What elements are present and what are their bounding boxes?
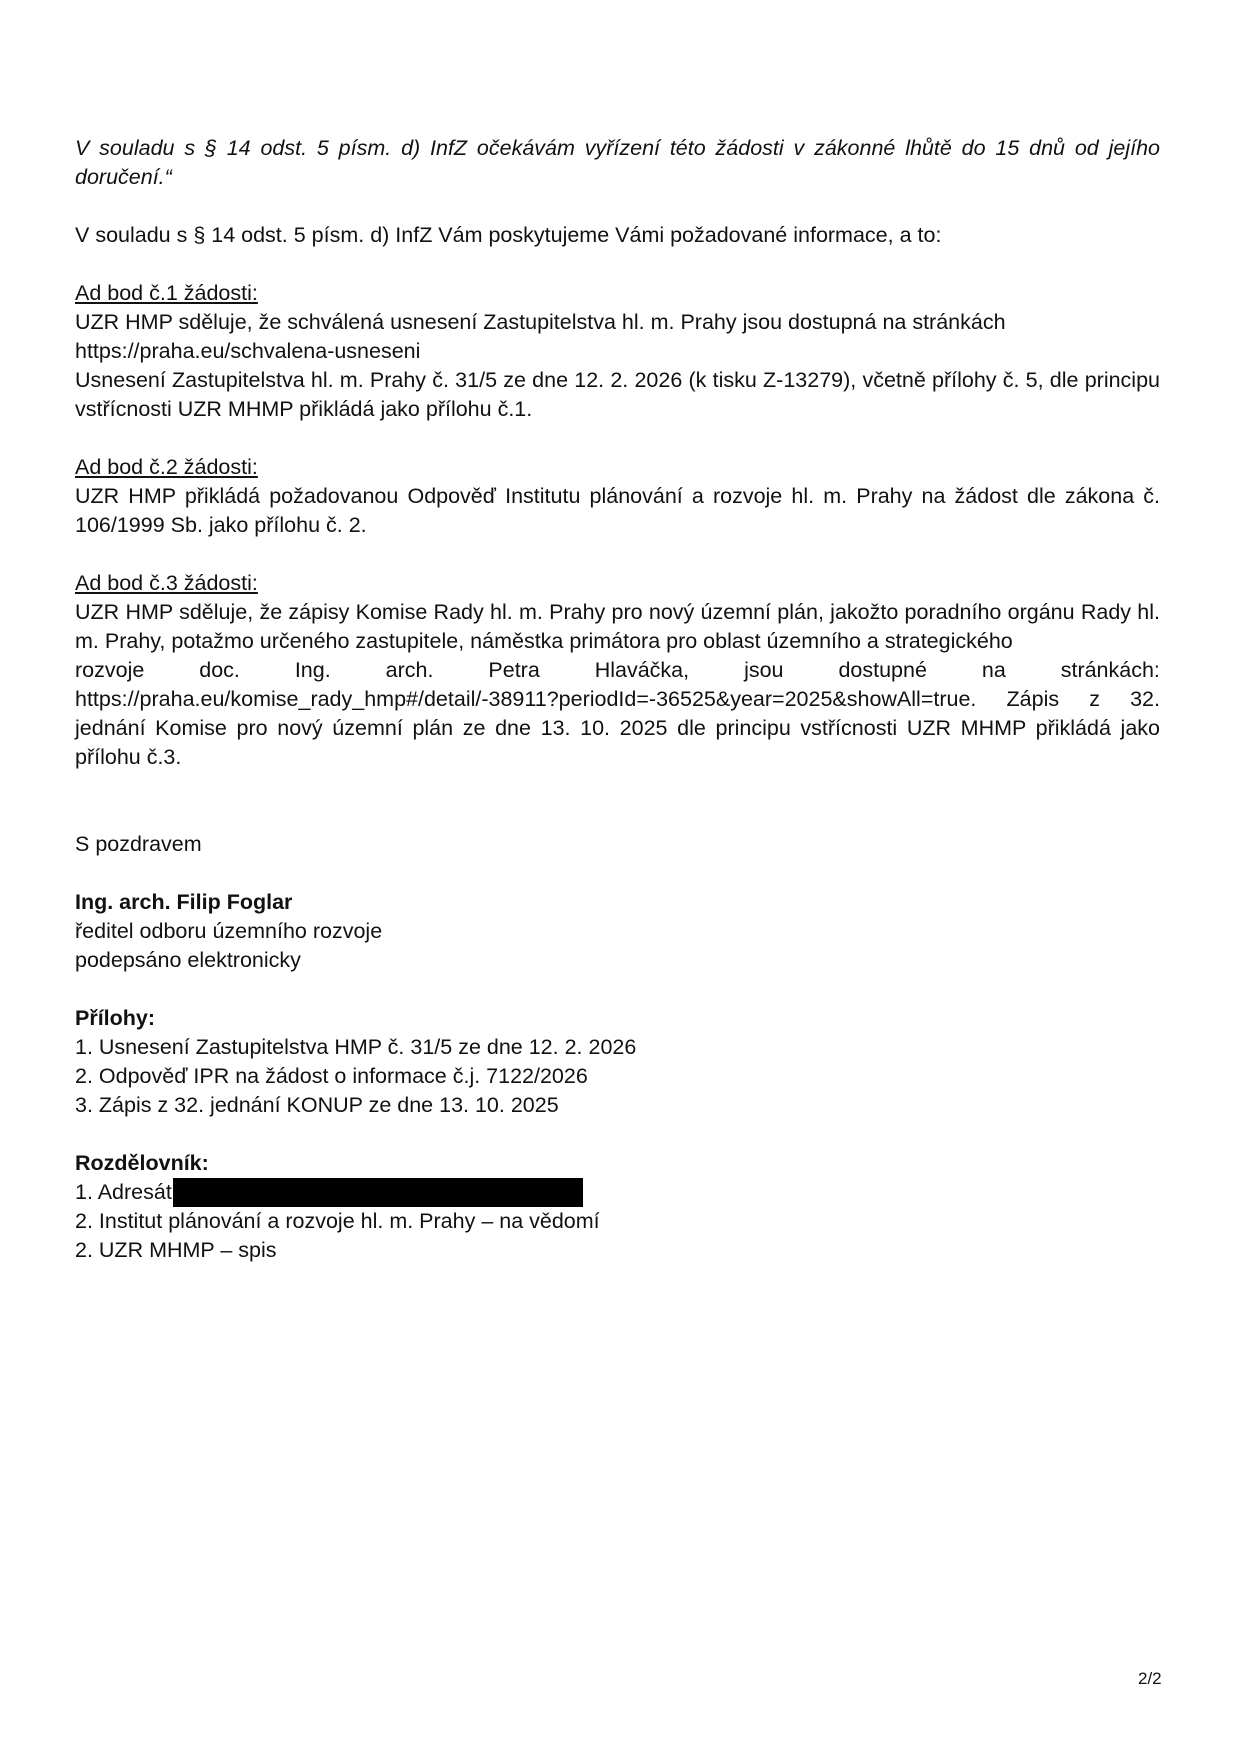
spread-word: doc. bbox=[199, 658, 240, 682]
point2-text: UZR HMP přikládá požadovanou Odpověď Institutu plánování a rozvoje hl. m. Prahy na žádost dle zákona č. 106/1999 Sb. jako přílohu č. 2. bbox=[75, 484, 1160, 537]
point3-heading: Ad bod č.3 žádosti: bbox=[75, 571, 258, 595]
spread-word: jsou bbox=[744, 658, 784, 682]
signature-note: podepsáno elektronicky bbox=[75, 948, 301, 972]
point1-heading: Ad bod č.1 žádosti: bbox=[75, 281, 258, 305]
attachment-item: 3. Zápis z 32. jednání KONUP ze dne 13. 10. 2025 bbox=[75, 1093, 559, 1117]
intro-paragraph: V souladu s § 14 odst. 5 písm. d) InfZ Vám poskytujeme Vámi požadované informace, a to: bbox=[75, 223, 942, 247]
point3-spread-line bbox=[75, 656, 1160, 685]
attachment-item: 2. Odpověď IPR na žádost o informace č.j. 7122/2026 bbox=[75, 1064, 588, 1088]
distribution-item-addressee bbox=[75, 1178, 1160, 1207]
closing: S pozdravem bbox=[75, 832, 202, 856]
spread-word: rozvoje bbox=[75, 658, 145, 682]
spread-word: stránkách: bbox=[1060, 658, 1160, 682]
distribution-item: 2. Institut plánování a rozvoje hl. m. Prahy – na vědomí bbox=[75, 1209, 600, 1233]
attachment-item: 1. Usnesení Zastupitelstva HMP č. 31/5 ze dne 12. 2. 2026 bbox=[75, 1035, 637, 1059]
redaction-bar bbox=[173, 1178, 583, 1207]
point1-line1: UZR HMP sděluje, že schválená usnesení Zastupitelstva hl. m. Prahy jsou dostupná na stránkách bbox=[75, 310, 1006, 334]
quoted-request-end: V souladu s § 14 odst. 5 písm. d) InfZ očekávám vyřízení této žádosti v zákonné lhůtě do 15 dnů od jejího doručení.“ bbox=[75, 136, 1160, 189]
spread-word: arch. bbox=[385, 658, 434, 682]
spread-word: Petra bbox=[488, 658, 540, 682]
point3-text1: UZR HMP sděluje, že zápisy Komise Rady hl. m. Prahy pro nový územní plán, jakožto poradního orgánu Rady hl. m. Prahy, potažmo určeného zastupitele, náměstka primátora pro oblast územního a strategického bbox=[75, 600, 1160, 653]
distribution-item: 2. UZR MHMP – spis bbox=[75, 1238, 277, 1262]
spread-word: Ing. bbox=[294, 658, 331, 682]
spread-word: Hlaváčka, bbox=[594, 658, 690, 682]
signatory-role: ředitel odboru územního rozvoje bbox=[75, 919, 383, 943]
point1-link: https://praha.eu/schvalena-usneseni bbox=[75, 339, 421, 363]
page-number: 2/2 bbox=[1138, 1669, 1162, 1688]
signatory-name: Ing. arch. Filip Foglar bbox=[75, 890, 293, 914]
spread-word: na bbox=[981, 658, 1006, 682]
distribution-item-label: 1. Adresát bbox=[75, 1180, 172, 1204]
point3-text2: https://praha.eu/komise_rady_hmp#/detail/-38911?periodId=-36525&year=2025&showAll=true. Zápis z 32. jednání Komise pro nový územní plán ze dne 13. 10. 2025 dle principu vstřícnosti UZR MHMP přikládá jako přílohu č.3. bbox=[75, 687, 1160, 769]
letter-body bbox=[75, 134, 1160, 1265]
attachments-heading: Přílohy: bbox=[75, 1006, 156, 1030]
spread-word: dostupné bbox=[838, 658, 927, 682]
point2-heading: Ad bod č.2 žádosti: bbox=[75, 455, 258, 479]
distribution-heading: Rozdělovník: bbox=[75, 1151, 209, 1175]
point1-line3: Usnesení Zastupitelstva hl. m. Prahy č. 31/5 ze dne 12. 2. 2026 (k tisku Z-13279), včetně přílohy č. 5, dle principu vstřícnosti UZR MHMP přikládá jako přílohu č.1. bbox=[75, 368, 1160, 421]
